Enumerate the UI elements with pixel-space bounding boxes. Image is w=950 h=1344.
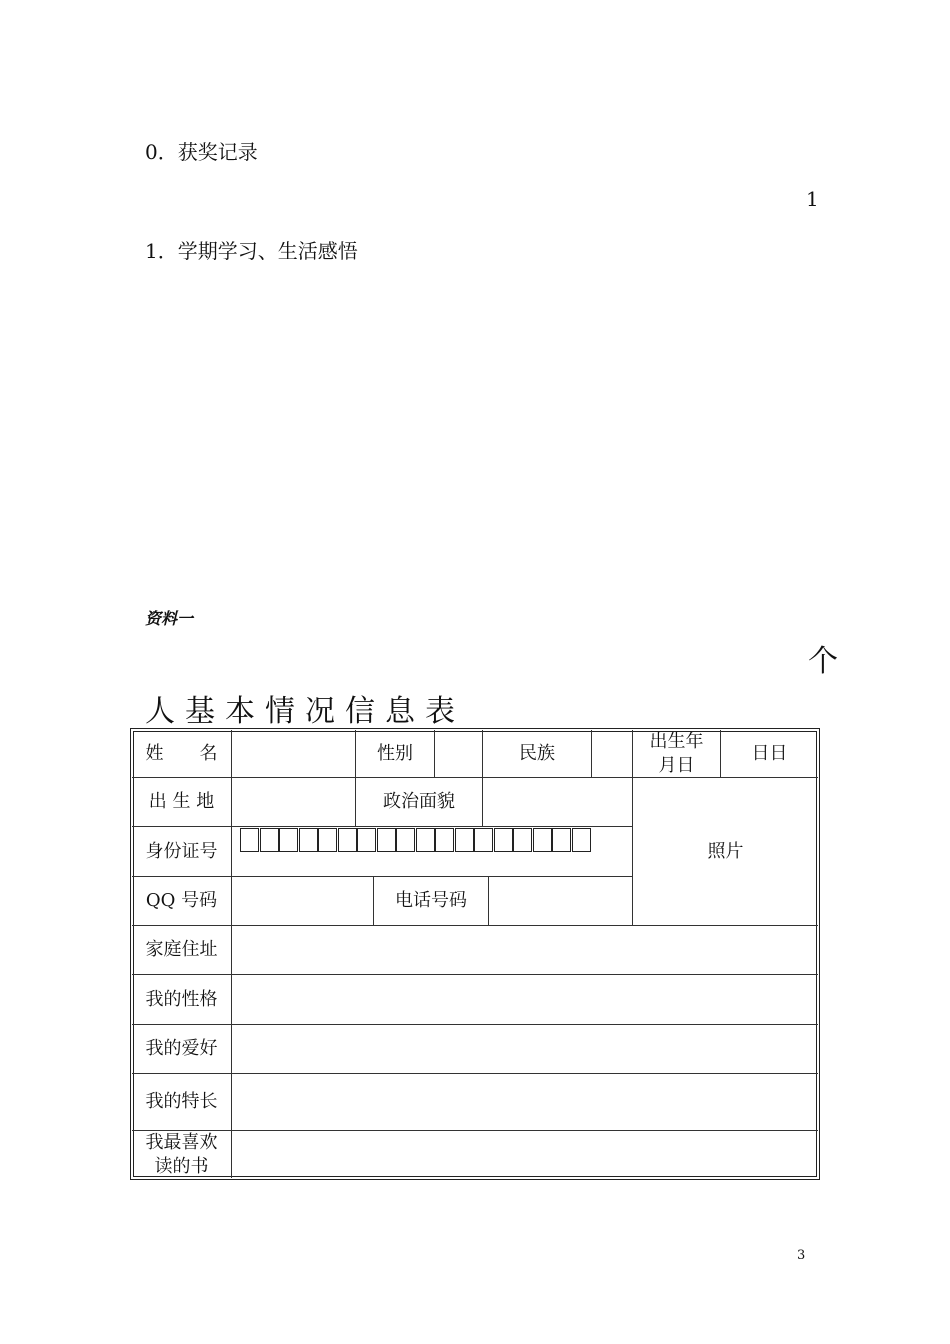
form-title: 人基本情况信息表 — [145, 694, 465, 729]
hobby-field[interactable] — [232, 1025, 818, 1073]
birthplace-label: 出 生 地 — [148, 791, 215, 812]
id-digit-box[interactable] — [318, 828, 337, 852]
birth-date-field[interactable]: 日日 — [751, 742, 788, 764]
id-digit-box[interactable] — [396, 828, 415, 852]
id-digit-box[interactable] — [572, 828, 591, 852]
id-digit-box[interactable] — [240, 828, 259, 852]
skill-field[interactable] — [232, 1074, 818, 1130]
political-status-label: 政治面貌 — [383, 791, 455, 812]
address-label: 家庭住址 — [145, 939, 218, 960]
id-digit-box[interactable] — [552, 828, 571, 852]
id-digit-box[interactable] — [416, 828, 435, 852]
political-status-field[interactable] — [483, 778, 632, 826]
birth-label-line2: 月日 — [658, 754, 695, 776]
birthplace-field[interactable] — [232, 778, 355, 826]
personality-label: 我的性格 — [145, 988, 218, 1010]
id-digit-box[interactable] — [338, 828, 357, 852]
birth-date-label — [633, 730, 720, 777]
favorite-book-label — [132, 1131, 231, 1178]
ethnicity-field[interactable] — [592, 730, 632, 777]
gender-field[interactable] — [435, 730, 482, 777]
id-digit-box[interactable] — [279, 828, 298, 852]
gender-label: 性别 — [377, 742, 413, 764]
id-digit-box[interactable] — [357, 828, 376, 852]
name-label: 姓 名 — [145, 742, 218, 764]
attachment-label: 资料一 — [145, 609, 194, 628]
personality-field[interactable] — [232, 975, 818, 1024]
title-first-char: 个 — [808, 644, 838, 679]
id-digit-box[interactable] — [260, 828, 279, 852]
section-reflection-heading: 1．学期学习、生活感悟 — [145, 239, 358, 263]
phone-field[interactable] — [489, 877, 632, 925]
id-number-label: 身份证号 — [145, 840, 218, 862]
id-digit-box[interactable] — [494, 828, 513, 852]
id-digit-box[interactable] — [455, 828, 474, 852]
phone-label: 电话号码 — [395, 890, 467, 911]
right-margin-number: 1 — [806, 187, 819, 211]
section-awards-heading: 0．获奖记录 — [145, 140, 258, 164]
page-number: 3 — [797, 1248, 806, 1263]
ethnicity-label: 民族 — [519, 742, 555, 764]
address-field[interactable] — [232, 926, 818, 974]
name-field[interactable] — [232, 730, 355, 777]
id-digit-box[interactable] — [474, 828, 493, 852]
id-digit-box[interactable] — [513, 828, 532, 852]
id-digit-box[interactable] — [377, 828, 396, 852]
id-digit-box[interactable] — [299, 828, 318, 852]
skill-label: 我的特长 — [145, 1091, 218, 1112]
id-digit-box[interactable] — [533, 828, 552, 852]
birth-label-line1: 出生年 — [649, 730, 704, 752]
id-digit-box[interactable] — [435, 828, 454, 852]
book-label-line2: 读的书 — [154, 1155, 209, 1177]
photo-area[interactable]: 照片 — [707, 840, 744, 862]
book-label-line1: 我最喜欢 — [145, 1131, 218, 1153]
hobby-label: 我的爱好 — [145, 1038, 218, 1059]
qq-label: QQ 号码 — [145, 890, 218, 911]
favorite-book-field[interactable] — [232, 1131, 818, 1178]
qq-field[interactable] — [232, 877, 373, 925]
